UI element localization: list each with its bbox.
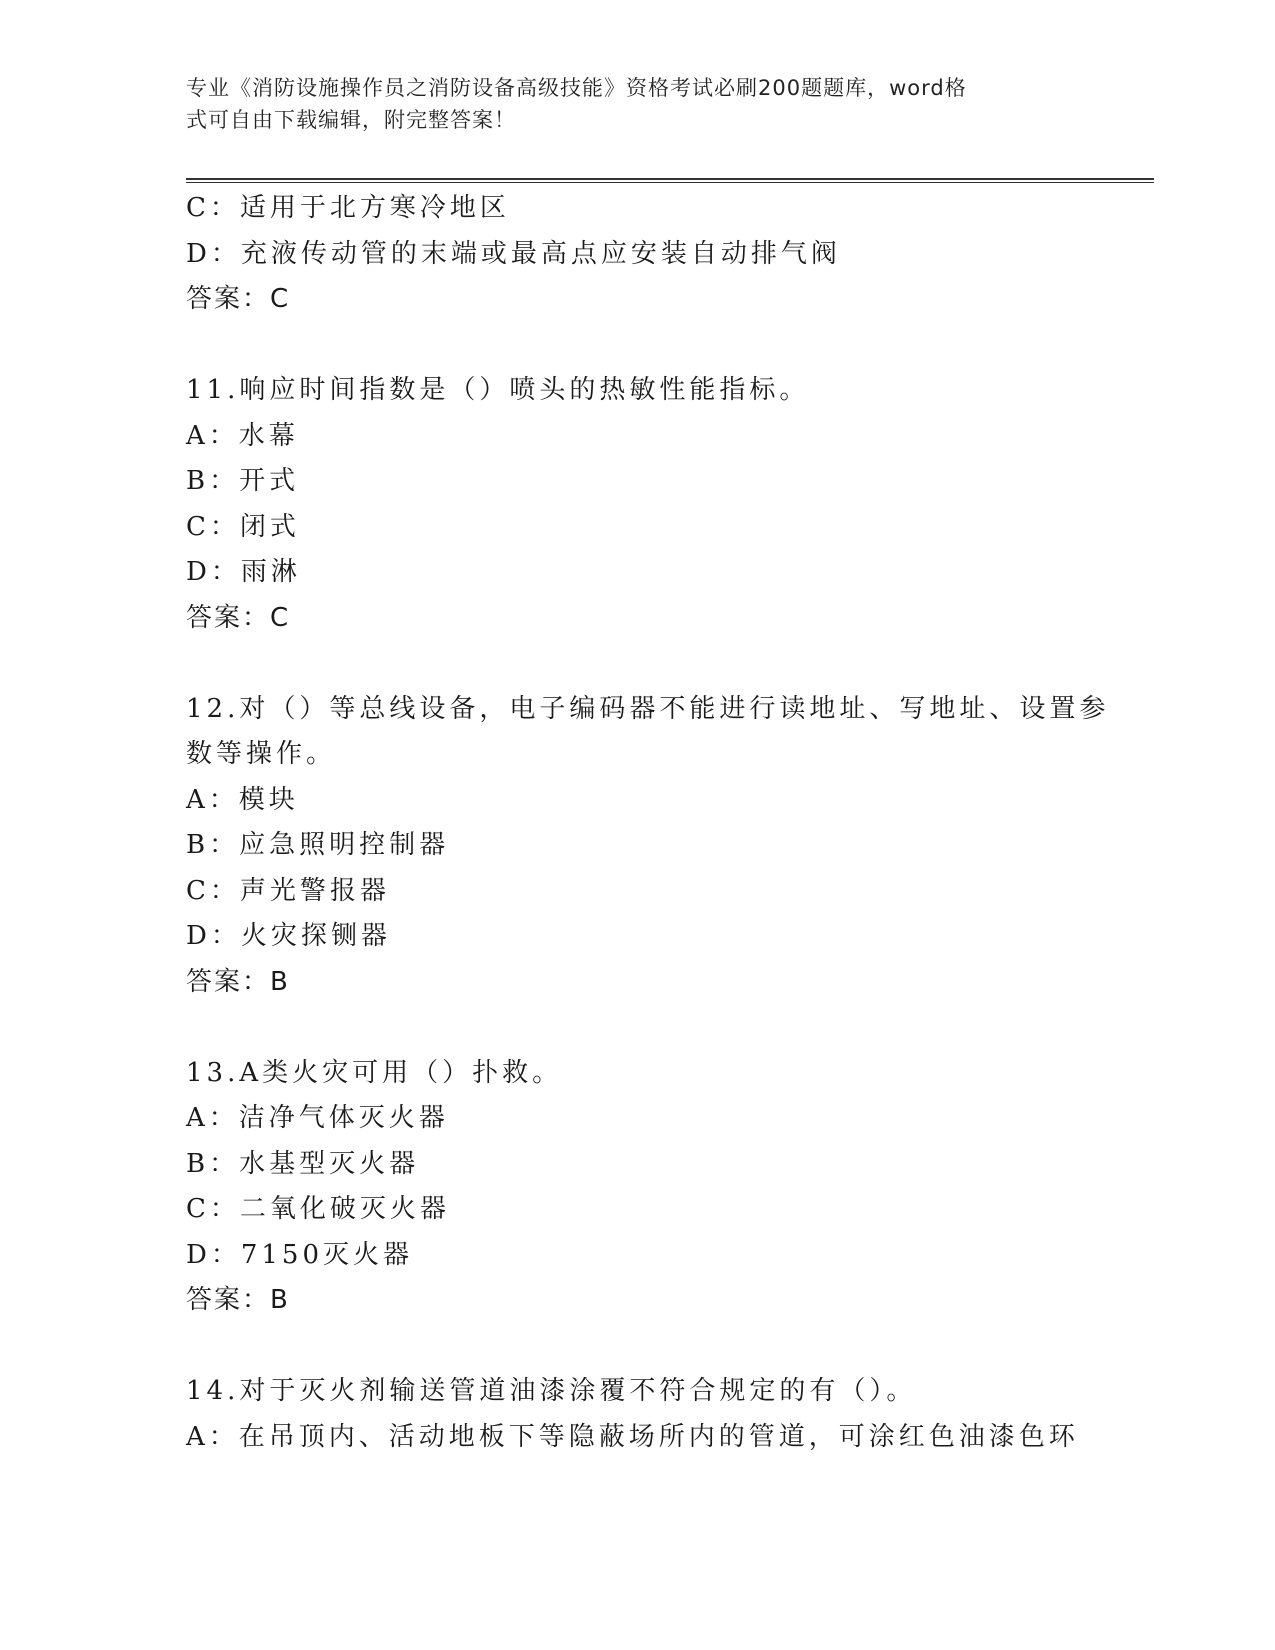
question-list [186, 186, 1110, 1460]
header-divider-thin [186, 182, 1154, 183]
option-b: B：开式 [186, 466, 300, 496]
question-13 [186, 1051, 1086, 1324]
option-c: C：适用于北方寒冷地区 [186, 193, 510, 223]
answer: 答案：B [186, 966, 290, 997]
answer: 答案：B [186, 1285, 290, 1315]
header-divider-thick [186, 178, 1154, 180]
question-stem: 14.对于灭火剂输送管道油漆涂覆不符合规定的有（）。 [186, 1376, 917, 1406]
question-14 [186, 1369, 1086, 1460]
option-d: D：7150灭火器 [186, 1239, 414, 1270]
answer: 答案：C [186, 602, 291, 633]
header-line-2: 式可自由下载编辑，附完整答案！ [186, 108, 516, 132]
option-c: C：声光警报器 [186, 875, 390, 906]
document-header [186, 72, 1066, 136]
option-c: C：二氧化破灭火器 [186, 1194, 450, 1224]
question-stem-line-2: 数等操作。 [186, 739, 337, 769]
option-d: D：火灾探铡器 [186, 921, 391, 951]
option-d: D：雨淋 [186, 557, 301, 587]
question-stem-line-1: 12.对（）等总线设备，电子编码器不能进行读地址、写地址、设置参 [186, 693, 1110, 724]
header-line-1: 专业《消防设施操作员之消防设备高级技能》资格考试必刷200题题库，word格 [186, 76, 967, 100]
option-c: C：闭式 [186, 511, 300, 542]
option-d: D：充液传动管的末端或最高点应安装自动排气阀 [186, 238, 841, 269]
option-a: A：模块 [186, 784, 299, 815]
option-b: B：水基型灭火器 [186, 1148, 420, 1179]
answer: 答案：C [186, 284, 291, 314]
question-10-tail [186, 186, 1086, 323]
question-stem: 11.响应时间指数是（）喷头的热敏性能指标。 [186, 375, 810, 405]
option-b: B：应急照明控制器 [186, 830, 450, 860]
question-stem: 13.A类火灾可用（）扑救。 [186, 1057, 563, 1088]
question-11 [186, 368, 1086, 641]
option-a: A：洁净气体灭火器 [186, 1103, 449, 1133]
option-a: A：水幕 [186, 420, 299, 451]
question-12 [186, 687, 1110, 1006]
option-a: A：在吊顶内、活动地板下等隐蔽场所内的管道，可涂红色油漆色环 [186, 1421, 1079, 1452]
